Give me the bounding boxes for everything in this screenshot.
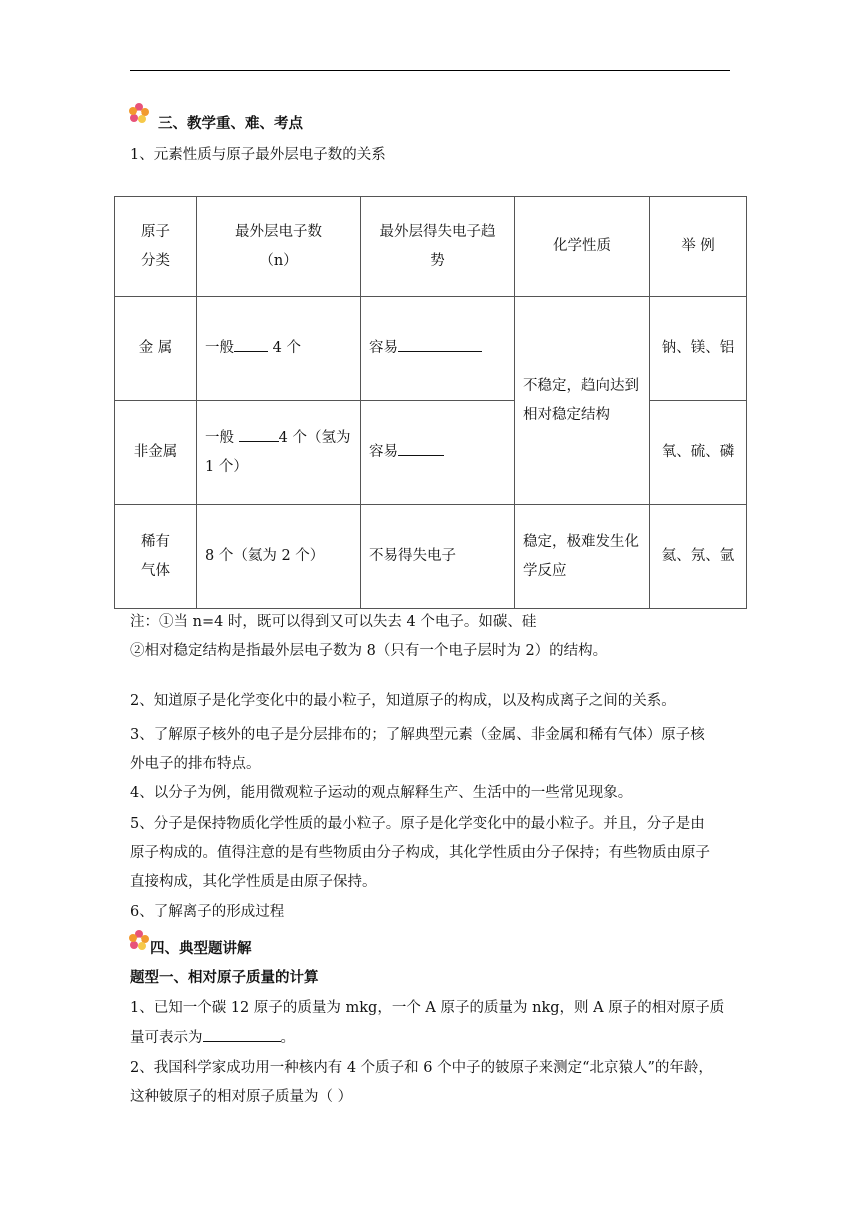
cell-nonmetal-trend: 容易 — [361, 401, 515, 505]
cell-noble-example: 氦、氖、氩 — [650, 505, 747, 609]
point-1: 1、元素性质与原子最外层电子数的关系 — [130, 147, 386, 163]
cell-noble-type: 稀有 气体 — [115, 505, 197, 609]
cell-nonmetal-type: 非金属 — [115, 401, 197, 505]
cell-metal-type: 金 属 — [115, 297, 197, 401]
question-1-line-1: 1、已知一个碳 12 原子的质量为 mkg，一个 A 原子的质量为 nkg，则 A 原子的相对原子质 — [130, 1000, 725, 1016]
header-example: 举 例 — [650, 197, 747, 297]
cell-nonmetal-example: 氧、硫、磷 — [650, 401, 747, 505]
point-5-line-2: 原子构成的。值得注意的是有些物质由分子构成，其化学性质由分子保持；有些物质由原子 — [130, 845, 710, 861]
cell-noble-electrons: 8 个（氦为 2 个） — [197, 505, 361, 609]
point-5-line-3: 直接构成，其化学性质是由原子保持。 — [130, 874, 377, 890]
table-row-metal — [115, 297, 747, 401]
point-4: 4、以分子为例，能用微观粒子运动的观点解释生产、生活中的一些常见现象。 — [130, 785, 633, 801]
point-2: 2、知道原子是化学变化中的最小粒子，知道原子的构成，以及构成离子之间的关系。 — [130, 693, 676, 709]
point-5-line-1: 5、分子是保持物质化学性质的最小粒子。原子是化学变化中的最小粒子。并且，分子是由 — [130, 816, 705, 832]
question-2-line-1: 2、我国科学家成功用一种核内有 4 个质子和 6 个中子的铍原子来测定“北京猿人”的年龄， — [130, 1060, 713, 1076]
flower-icon — [128, 102, 150, 124]
answer-blank — [203, 1027, 281, 1042]
cell-noble-property: 稳定，极难发生化 学反应 — [515, 505, 650, 609]
table-row-nonmetal — [115, 401, 747, 505]
cell-unstable-property: 不稳定，趋向达到 相对稳定结构 — [515, 297, 650, 505]
header-rule — [130, 70, 730, 71]
table-row-noble-gas — [115, 505, 747, 609]
header-outer-electrons: 最外层电子数 （n） — [197, 197, 361, 297]
cell-nonmetal-electrons: 一般 4 个（氢为 1 个） — [197, 401, 361, 505]
atom-properties-table — [114, 196, 747, 609]
question-1-line-2: 量可表示为 。 — [130, 1026, 295, 1047]
header-chemical-property: 化学性质 — [515, 197, 650, 297]
point-3-line-1: 3、了解原子核外的电子是分层排布的；了解典型元素（金属、非金属和稀有气体）原子核 — [130, 727, 705, 743]
cell-metal-trend: 容易 — [361, 297, 515, 401]
note-2: ②相对稳定结构是指最外层电子数为 8（只有一个电子层时为 2）的结构。 — [130, 643, 608, 659]
question-type-1: 题型一、相对原子质量的计算 — [130, 969, 319, 986]
header-electron-trend: 最外层得失电子趋 势 — [361, 197, 515, 297]
cell-noble-trend: 不易得失电子 — [361, 505, 515, 609]
header-atom-class: 原子 分类 — [115, 197, 197, 297]
note-1: 注：①当 n=4 时，既可以得到又可以失去 4 个电子。如碳、硅 — [130, 614, 537, 630]
section-4-title: 四、典型题讲解 — [150, 940, 252, 957]
point-6: 6、了解离子的形成过程 — [130, 904, 285, 920]
point-3-line-2: 外电子的排布特点。 — [130, 756, 261, 772]
section-3-title: 三、教学重、难、考点 — [158, 115, 303, 132]
question-2-line-2: 这种铍原子的相对原子质量为（ ） — [130, 1089, 353, 1105]
cell-metal-example: 钠、镁、铝 — [650, 297, 747, 401]
cell-metal-electrons: 一般 4 个 — [197, 297, 361, 401]
flower-icon — [128, 929, 150, 951]
table-header-row — [115, 197, 747, 297]
